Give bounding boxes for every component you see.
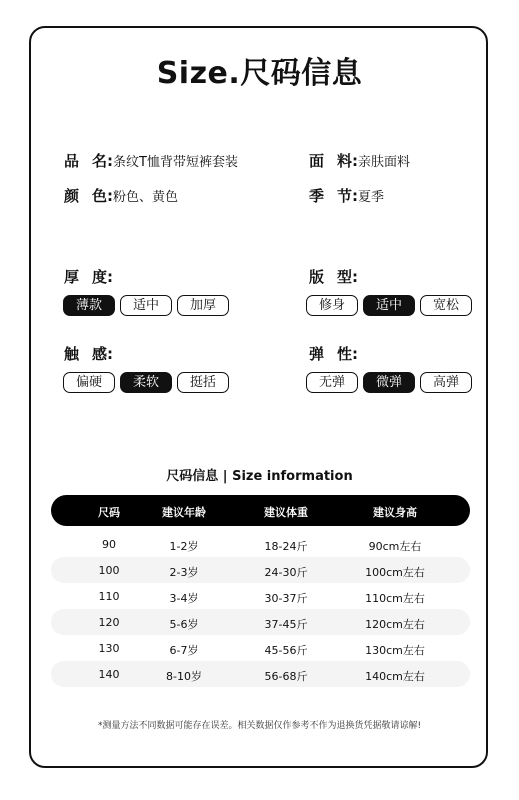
cell-age: 3-4岁 <box>169 592 199 605</box>
touch-options <box>63 372 229 393</box>
cell-height: 110cm左右 <box>365 592 425 605</box>
elasticity-option: 高弹 <box>420 372 472 393</box>
cell-height: 140cm左右 <box>365 670 425 683</box>
table-row <box>51 661 470 687</box>
header-weight: 建议体重 <box>264 506 308 519</box>
cell-size: 90 <box>102 538 116 551</box>
elasticity-option: 无弹 <box>306 372 358 393</box>
info-fabric <box>309 150 410 171</box>
touch-label: 触 感: <box>64 345 114 363</box>
size-table-title: 尺码信息 | Size information <box>166 469 353 484</box>
cell-height: 130cm左右 <box>365 644 425 657</box>
cell-height: 120cm左右 <box>365 618 425 631</box>
touch-option: 柔软 <box>120 372 172 393</box>
cell-weight: 18-24斤 <box>264 540 308 553</box>
table-row <box>51 609 470 635</box>
header-size: 尺码 <box>98 506 120 519</box>
info-product-name <box>64 150 238 171</box>
page-title: Size.尺码信息 <box>156 56 363 91</box>
fit-option: 宽松 <box>420 295 472 316</box>
info-value: 条纹T恤背带短裤套装 <box>113 155 238 170</box>
cell-age: 2-3岁 <box>169 566 199 579</box>
info-label: 面 料: <box>309 152 359 170</box>
thickness-option: 适中 <box>120 295 172 316</box>
table-row <box>51 583 470 609</box>
thickness-label: 厚 度: <box>64 268 114 286</box>
cell-weight: 45-56斤 <box>264 644 308 657</box>
table-header <box>51 495 470 526</box>
thickness-option: 加厚 <box>177 295 229 316</box>
cell-weight: 30-37斤 <box>264 592 308 605</box>
thickness-option: 薄款 <box>63 295 115 316</box>
info-value: 亲肤面料 <box>358 155 411 170</box>
info-label: 季 节: <box>309 187 359 205</box>
disclaimer-note: *测量方法不同数据可能存在误差。相关数据仅作参考不作为退换货凭据敬请谅解! <box>97 721 422 731</box>
touch-option: 偏硬 <box>63 372 115 393</box>
fit-option: 适中 <box>363 295 415 316</box>
cell-size: 100 <box>98 564 120 577</box>
cell-size: 130 <box>98 642 120 655</box>
table-row <box>51 635 470 661</box>
elasticity-options <box>306 372 472 393</box>
fit-label: 版 型: <box>309 268 359 286</box>
info-value: 夏季 <box>358 190 385 205</box>
cell-age: 1-2岁 <box>169 540 199 553</box>
cell-age: 8-10岁 <box>166 670 202 683</box>
cell-weight: 56-68斤 <box>264 670 308 683</box>
cell-height: 90cm左右 <box>368 540 422 553</box>
table-row <box>51 557 470 583</box>
thickness-options <box>63 295 229 316</box>
info-color <box>64 185 178 206</box>
info-value: 粉色、黄色 <box>113 190 179 205</box>
info-label: 品 名: <box>64 152 114 170</box>
cell-size: 120 <box>98 616 120 629</box>
table-row <box>51 531 470 557</box>
touch-option: 挺括 <box>177 372 229 393</box>
cell-height: 100cm左右 <box>365 566 425 579</box>
fit-options <box>306 295 472 316</box>
elasticity-option: 微弹 <box>363 372 415 393</box>
header-age: 建议年龄 <box>162 506 206 519</box>
info-label: 颜 色: <box>64 187 114 205</box>
cell-weight: 24-30斤 <box>264 566 308 579</box>
cell-age: 5-6岁 <box>169 618 199 631</box>
fit-option: 修身 <box>306 295 358 316</box>
cell-age: 6-7岁 <box>169 644 199 657</box>
info-season <box>309 185 384 206</box>
header-height: 建议身高 <box>373 506 417 519</box>
cell-size: 110 <box>98 590 120 603</box>
elasticity-label: 弹 性: <box>309 345 359 363</box>
cell-size: 140 <box>98 668 120 681</box>
cell-weight: 37-45斤 <box>264 618 308 631</box>
